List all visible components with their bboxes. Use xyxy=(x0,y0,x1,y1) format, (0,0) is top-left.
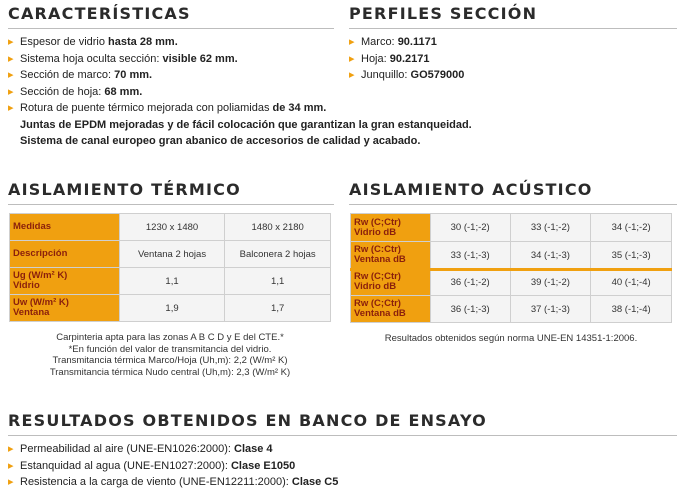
table-row xyxy=(10,268,331,295)
table-row xyxy=(351,242,672,269)
list-item: Sistema de canal europeo gran abanico de accesorios de calidad y acabado. xyxy=(20,135,421,147)
table-cell: 34 (-1;-2) xyxy=(591,214,672,242)
table-cell: 1,7 xyxy=(225,295,331,322)
table-cell: 38 (-1;-4) xyxy=(591,296,672,323)
table-row xyxy=(10,241,331,268)
table-row xyxy=(351,296,672,323)
table-cell: 1480 x 2180 xyxy=(225,214,331,241)
table-cell: 33 (-1;-2) xyxy=(510,214,591,242)
row-header: Rw (C;Ctr) Ventana dB xyxy=(351,296,431,323)
termico-notes xyxy=(9,332,331,378)
table-cell: Balconera 2 hojas xyxy=(225,241,331,268)
list-item: ▸ Hoja: 90.2171 xyxy=(349,51,464,68)
divider xyxy=(349,28,677,29)
note-line: Transmitancia térmica Nudo central (Uh,m): 2,3 (W/m² K) xyxy=(49,366,291,378)
table-row xyxy=(10,295,331,322)
table-row xyxy=(351,214,672,242)
row-header: Descripción xyxy=(10,241,120,268)
table-cell: 1230 x 1480 xyxy=(119,214,225,241)
table-cell: 1,1 xyxy=(119,268,225,295)
note-line: *En función del valor de transmitancia del vidrio. xyxy=(68,343,272,355)
table-cell: 1,1 xyxy=(225,268,331,295)
row-header: Rw (C:Ctr) Ventana dB xyxy=(351,242,431,269)
list-item: ▸ Sección de hoja: 68 mm. xyxy=(8,84,472,101)
divider xyxy=(8,435,677,436)
resultados-title: RESULTADOS OBTENIDOS EN BANCO DE ENSAYO xyxy=(8,411,487,430)
table-cell: 30 (-1;-2) xyxy=(430,214,510,242)
row-separator xyxy=(350,268,672,271)
row-header: Rw (C;Ctr) Vidrio dB xyxy=(351,269,431,296)
row-header: Medidas xyxy=(10,214,120,241)
table-cell: 40 (-1;-4) xyxy=(591,269,672,296)
list-item: ▸ Sección de marco: 70 mm. xyxy=(8,67,472,84)
acustico-title: AISLAMIENTO ACÚSTICO xyxy=(349,180,593,199)
note-line: Carpinteria apta para las zonas A B C D y E del CTE.* xyxy=(56,332,284,343)
row-header: Rw (C;Ctr) Vidrio dB xyxy=(351,214,431,242)
divider xyxy=(8,28,334,29)
list-item: ▸ Marco: 90.1171 xyxy=(349,34,464,51)
list-item: ▸ Rotura de puente térmico mejorada con poliamidas de 34 mm. xyxy=(8,100,472,117)
list-item: Juntas de EPDM mejoradas y de fácil colocación que garantizan la gran estanqueidad. xyxy=(20,118,472,131)
resultados-list xyxy=(8,441,338,491)
list-item: ▸ Resistencia a la carga de viento (UNE-EN12211:2000): Clase C5 xyxy=(8,474,338,491)
table-cell: 37 (-1;-3) xyxy=(510,296,591,323)
row-header: Uw (W/m² K) Ventana xyxy=(10,295,120,322)
termico-table xyxy=(9,213,331,322)
table-cell: 36 (-1;-3) xyxy=(430,296,510,323)
table-row xyxy=(10,214,331,241)
list-item: ▸ Estanquidad al agua (UNE-EN1027:2000): Clase E1050 xyxy=(8,458,338,475)
perfiles-list xyxy=(349,34,464,84)
list-item: ▸ Permeabilidad al aire (UNE-EN1026:2000): Clase 4 xyxy=(8,441,338,458)
divider xyxy=(8,204,334,205)
table-cell: 34 (-1;-3) xyxy=(510,242,591,269)
table-row xyxy=(351,269,672,296)
list-item: ▸ Espesor de vidrio hasta 28 mm. xyxy=(8,34,472,51)
row-header: Ug (W/m² K) Vidrio xyxy=(10,268,120,295)
table-cell: 33 (-1;-3) xyxy=(430,242,510,269)
termico-title: AISLAMIENTO TÉRMICO xyxy=(8,180,241,199)
divider xyxy=(349,204,677,205)
list-item: ▸ Junquillo: GO579000 xyxy=(349,67,464,84)
table-cell: Ventana 2 hojas xyxy=(119,241,225,268)
list-item: ▸ Sistema hoja oculta sección: visible 62 mm. xyxy=(8,51,472,68)
note-line: Transmitancia térmica Marco/Hoja (Uh,m): 2,2 (W/m² K) xyxy=(52,355,288,366)
table-cell: 36 (-1;-2) xyxy=(430,269,510,296)
perfiles-title: PERFILES SECCIÓN xyxy=(349,4,538,23)
acustico-note: Resultados obtenidos según norma UNE-EN 14351-1:2006. xyxy=(384,333,638,344)
table-cell: 1,9 xyxy=(119,295,225,322)
table-cell: 39 (-1;-2) xyxy=(510,269,591,296)
table-cell: 35 (-1;-3) xyxy=(591,242,672,269)
caracteristicas-title: CARACTERÍSTICAS xyxy=(8,4,191,23)
